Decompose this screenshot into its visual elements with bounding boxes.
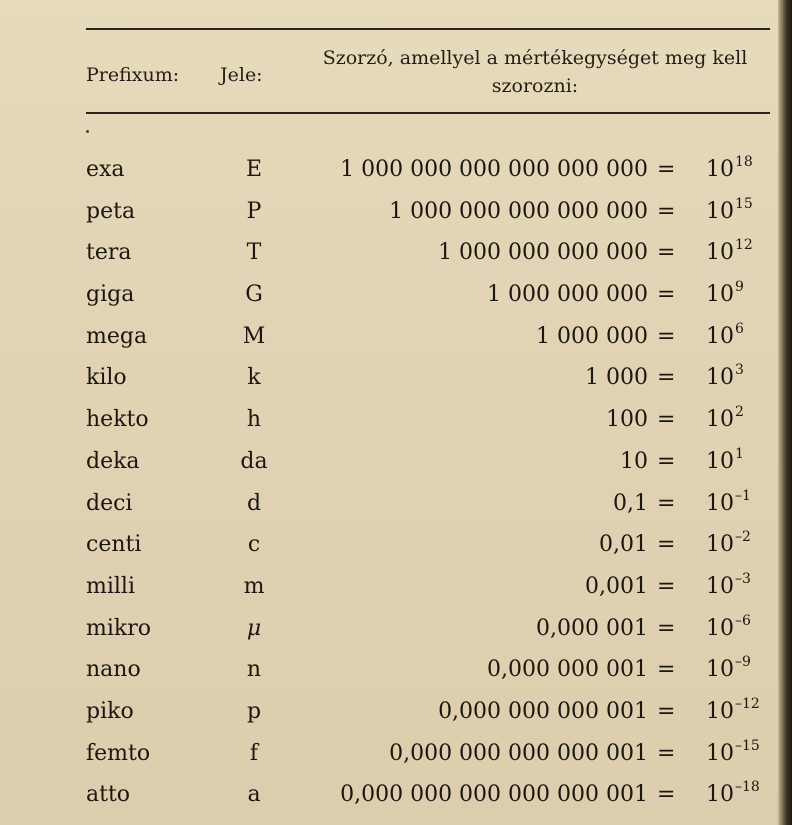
power-exponent: –2 (735, 529, 751, 546)
prefix-symbol: M (242, 323, 266, 349)
power-exponent: –6 (735, 612, 751, 629)
power-of-ten (706, 656, 751, 686)
table-row (0, 192, 792, 234)
prefix-symbol: m (243, 573, 265, 599)
power-exponent: 3 (735, 362, 744, 379)
power-of-ten (706, 445, 744, 478)
multiplier-value: 1 000 (585, 365, 648, 391)
prefix-name: nano (86, 657, 141, 683)
prefix-name: mikro (86, 615, 151, 641)
power-base: 10 (706, 657, 734, 683)
equals-sign: = (657, 407, 676, 433)
power-of-ten (706, 406, 744, 436)
table-top-rule (86, 28, 770, 30)
table-row (0, 233, 792, 275)
ink-speck (86, 130, 89, 133)
multiplier-value: 10 (620, 448, 648, 474)
equals-sign: = (657, 323, 676, 349)
table-row (0, 358, 792, 400)
multiplier-value: 0,001 (585, 573, 648, 599)
equals-sign: = (657, 740, 676, 766)
power-exponent: –3 (735, 570, 751, 587)
prefix-symbol: T (246, 240, 262, 266)
power-base: 10 (706, 490, 734, 516)
prefix-table-body (0, 150, 792, 817)
prefix-name: piko (86, 698, 134, 724)
header-symbol: Jele: (220, 64, 263, 86)
equals-sign: = (657, 615, 676, 641)
power-exponent: 18 (735, 154, 753, 170)
power-of-ten (706, 320, 744, 353)
prefix-symbol: p (246, 698, 262, 724)
power-exponent: 15 (735, 195, 753, 212)
prefix-symbol: E (245, 157, 263, 182)
power-of-ten (706, 156, 753, 186)
prefix-symbol: h (246, 407, 262, 433)
prefix-name: peta (86, 198, 136, 224)
header-multiplier: Szorzó, amellyel a mértékegységet meg kell szorozni: (322, 47, 748, 97)
multiplier-value: 0,1 (613, 490, 648, 516)
prefix-symbol: da (240, 448, 268, 474)
table-row (0, 400, 792, 442)
power-of-ten (706, 781, 760, 811)
power-of-ten (706, 195, 753, 228)
multiplier-value: 0,000 000 000 000 000 001 (340, 782, 648, 808)
power-base: 10 (706, 157, 734, 182)
multiplier-value: 0,000 001 (536, 615, 648, 641)
power-of-ten (706, 612, 751, 645)
equals-sign: = (657, 532, 676, 558)
power-base: 10 (706, 448, 734, 474)
multiplier-value: 1 000 000 000 000 (438, 240, 648, 266)
power-exponent: –18 (735, 779, 760, 796)
prefix-symbol: f (249, 740, 259, 766)
power-base: 10 (706, 615, 734, 641)
equals-sign: = (657, 657, 676, 683)
prefix-name: deka (86, 448, 140, 474)
power-base: 10 (706, 573, 734, 599)
table-row (0, 734, 792, 776)
multiplier-value: 1 000 000 000 (487, 282, 648, 308)
prefix-symbol: G (245, 282, 263, 308)
prefix-symbol: P (246, 198, 262, 224)
power-of-ten (706, 281, 744, 311)
table-row (0, 567, 792, 609)
power-exponent: 1 (735, 445, 744, 462)
power-of-ten (706, 364, 744, 394)
header-bottom-rule (86, 112, 770, 114)
table-row (0, 692, 792, 734)
power-base: 10 (706, 782, 734, 808)
power-exponent: 12 (735, 237, 753, 254)
table-row (0, 150, 792, 192)
table-row (0, 317, 792, 359)
prefix-name: hekto (86, 407, 149, 433)
power-of-ten (706, 531, 751, 561)
power-base: 10 (706, 282, 734, 308)
table-row (0, 775, 792, 817)
equals-sign: = (657, 198, 676, 224)
header-prefix: Prefixum: (86, 64, 180, 86)
prefix-name: deci (86, 490, 133, 516)
table-row (0, 275, 792, 317)
equals-sign: = (657, 448, 676, 474)
prefix-name: centi (86, 532, 142, 558)
equals-sign: = (657, 490, 676, 516)
table-row (0, 609, 792, 651)
multiplier-value: 1 000 000 000 000 000 (389, 198, 648, 224)
power-base: 10 (706, 198, 734, 224)
power-base: 10 (706, 698, 734, 724)
prefix-symbol: c (247, 532, 261, 558)
power-exponent: 9 (735, 279, 744, 296)
prefix-name: exa (86, 157, 125, 182)
power-base: 10 (706, 740, 734, 766)
power-of-ten (706, 695, 760, 728)
multiplier-value: 1 000 000 (536, 323, 648, 349)
prefix-name: milli (86, 573, 136, 599)
power-base: 10 (706, 407, 734, 433)
prefix-name: kilo (86, 365, 127, 391)
power-base: 10 (706, 240, 734, 266)
multiplier-value: 0,000 000 001 (487, 657, 648, 683)
power-of-ten (706, 487, 751, 520)
multiplier-value: 1 000 000 000 000 000 000 (340, 157, 648, 182)
table-row (0, 650, 792, 692)
prefix-symbol: n (246, 657, 262, 683)
prefix-symbol: μ (246, 615, 262, 641)
power-of-ten (706, 239, 753, 269)
power-base: 10 (706, 323, 734, 349)
power-exponent: 6 (735, 320, 744, 337)
equals-sign: = (657, 782, 676, 808)
prefix-name: tera (86, 240, 132, 266)
prefix-symbol: k (247, 365, 261, 391)
multiplier-value: 0,000 000 000 001 (438, 698, 648, 724)
power-exponent: –1 (735, 487, 751, 504)
multiplier-value: 0,000 000 000 000 001 (389, 740, 648, 766)
prefix-symbol: a (247, 782, 261, 808)
prefix-name: giga (86, 282, 135, 308)
power-exponent: –12 (735, 695, 760, 712)
equals-sign: = (657, 157, 676, 182)
prefix-symbol: d (246, 490, 262, 516)
power-exponent: 2 (735, 404, 744, 421)
prefix-name: femto (86, 740, 151, 766)
table-row (0, 484, 792, 526)
multiplier-value: 0,01 (599, 532, 648, 558)
power-of-ten (706, 737, 760, 770)
equals-sign: = (657, 282, 676, 308)
power-exponent: –9 (735, 654, 751, 671)
table-row (0, 525, 792, 567)
power-base: 10 (706, 532, 734, 558)
equals-sign: = (657, 573, 676, 599)
prefix-name: atto (86, 782, 131, 808)
equals-sign: = (657, 698, 676, 724)
power-of-ten (706, 570, 751, 603)
multiplier-value: 100 (606, 407, 648, 433)
equals-sign: = (657, 240, 676, 266)
prefix-name: mega (86, 323, 148, 349)
power-exponent: –15 (735, 737, 760, 754)
power-base: 10 (706, 365, 734, 391)
equals-sign: = (657, 365, 676, 391)
table-row (0, 442, 792, 484)
